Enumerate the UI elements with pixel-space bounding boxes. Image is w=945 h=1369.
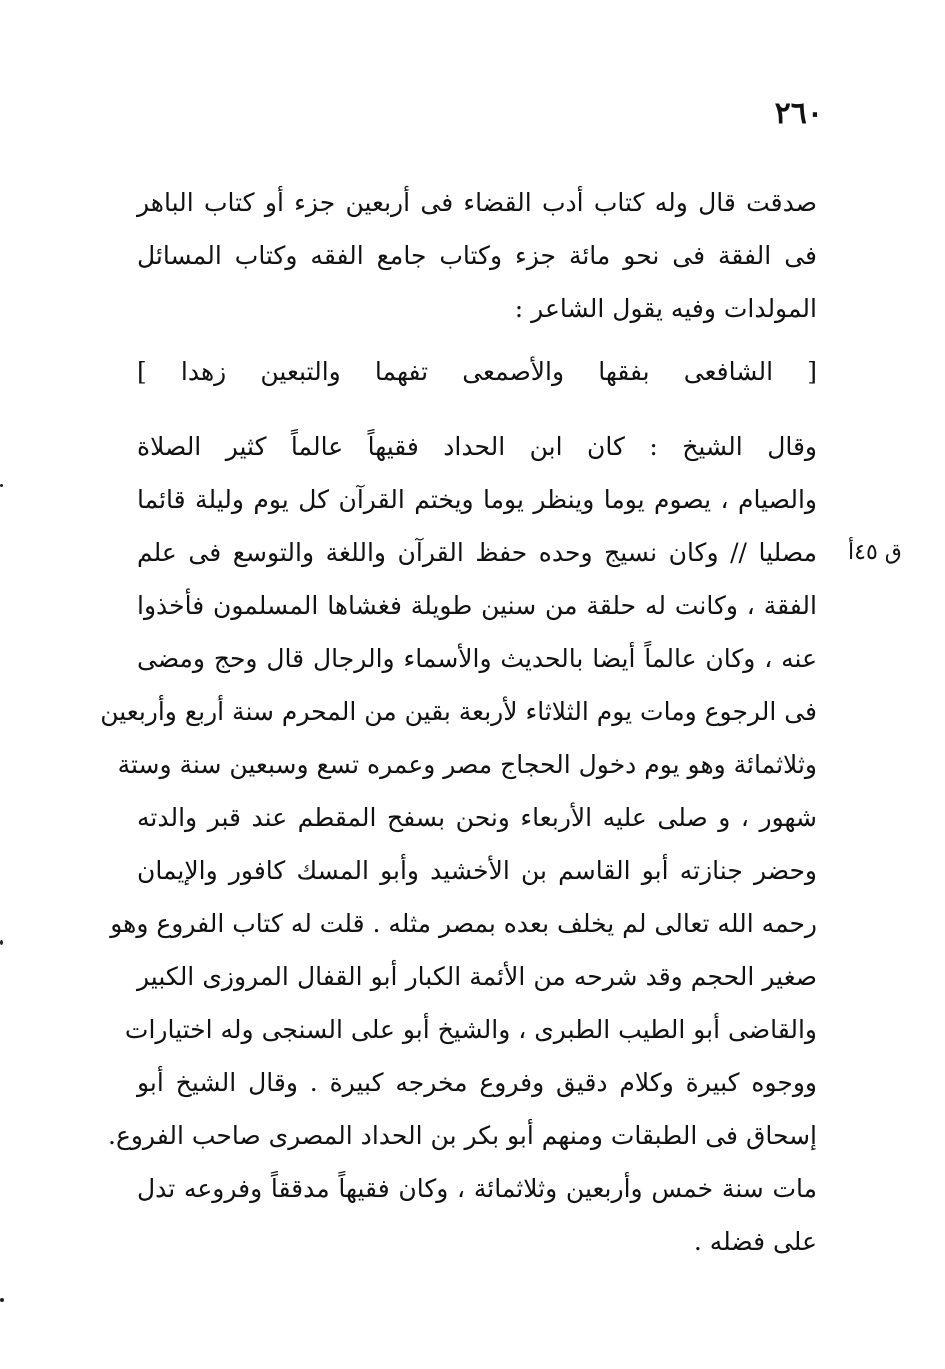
text-line: والقاضى أبو الطيب الطبرى ، والشيخ أبو على السنجى وله اختيارات [124, 1015, 817, 1044]
text-line: والصيام ، يصوم يوما وينظر يوما ويختم القرآن كل يوم وليلة قائما [137, 485, 817, 514]
text-line: المولدات وفيه يقول الشاعر : [514, 294, 817, 323]
page-number: ٢٦٠ [774, 96, 823, 131]
text-line: شهور ، و صلى عليه الأربعاء ونحن بسفح المقطم عند قبر والدته [137, 803, 817, 832]
text-line: عنه ، وكان عالماً أيضا بالحديث والأسماء والرجال قال وحج ومضى [137, 644, 817, 673]
text-line: صغير الحجم وقد شرحه من الأئمة الكبار أبو القفال المروزى الكبير [137, 962, 817, 991]
manuscript-folio-note: ق ٤٥أ [848, 540, 902, 565]
text-line: فى الرجوع ومات يوم الثلاثاء لأربعة بقين من المحرم سنة أربع وأربعين [100, 697, 817, 726]
main-text [100, 176, 817, 1268]
text-line: وثلاثمائة وهو يوم دخول الحجاج مصر وعمره تسع وسبعين سنة وستة [117, 750, 817, 779]
text-line: وحضر جنازته أبو القاسم بن الأخشيد وأبو المسك كافور والإيمان [137, 856, 817, 885]
scan-speck [0, 940, 3, 945]
text-line: وقال الشيخ : كان ابن الحداد فقيهاً عالماً كثير الصلاة [137, 432, 817, 461]
text-line: ووجوه كبيرة وكلام دقيق وفروع مخرجه كبيرة . وقال الشيخ أبو [137, 1068, 817, 1097]
scan-speck [0, 484, 3, 487]
text-line: مصليا // وكان نسيج وحده حفظ القرآن واللغة والتوسع فى علم [137, 538, 817, 567]
scan-speck [0, 1298, 4, 1302]
text-line: فى الفقة فى نحو مائة جزء وكتاب جامع الفقه وكتاب المسائل [137, 241, 817, 270]
text-line: مات سنة خمس وأربعين وثلاثمائة ، وكان فقيهاً مدققاً وفروعه تدل [137, 1174, 817, 1203]
poem-verse: [ الشافعى بفقها والأصمعى تفهما والتبعين زهدا ] [137, 357, 817, 386]
text-line: صدقت قال وله كتاب أدب القضاء فى أربعين جزء أو كتاب الباهر [137, 188, 817, 217]
text-line: إسحاق فى الطبقات ومنهم أبو بكر بن الحداد المصرى صاحب الفروع. [108, 1121, 817, 1150]
text-line: على فضله . [693, 1227, 817, 1256]
text-line: الفقة ، وكانت له حلقة من سنين طويلة فغشاها المسلمون فأخذوا [137, 591, 817, 620]
text-line: رحمه الله تعالى لم يخلف بعده بمصر مثله . قلت له كتاب الفروع وهو [110, 909, 817, 938]
